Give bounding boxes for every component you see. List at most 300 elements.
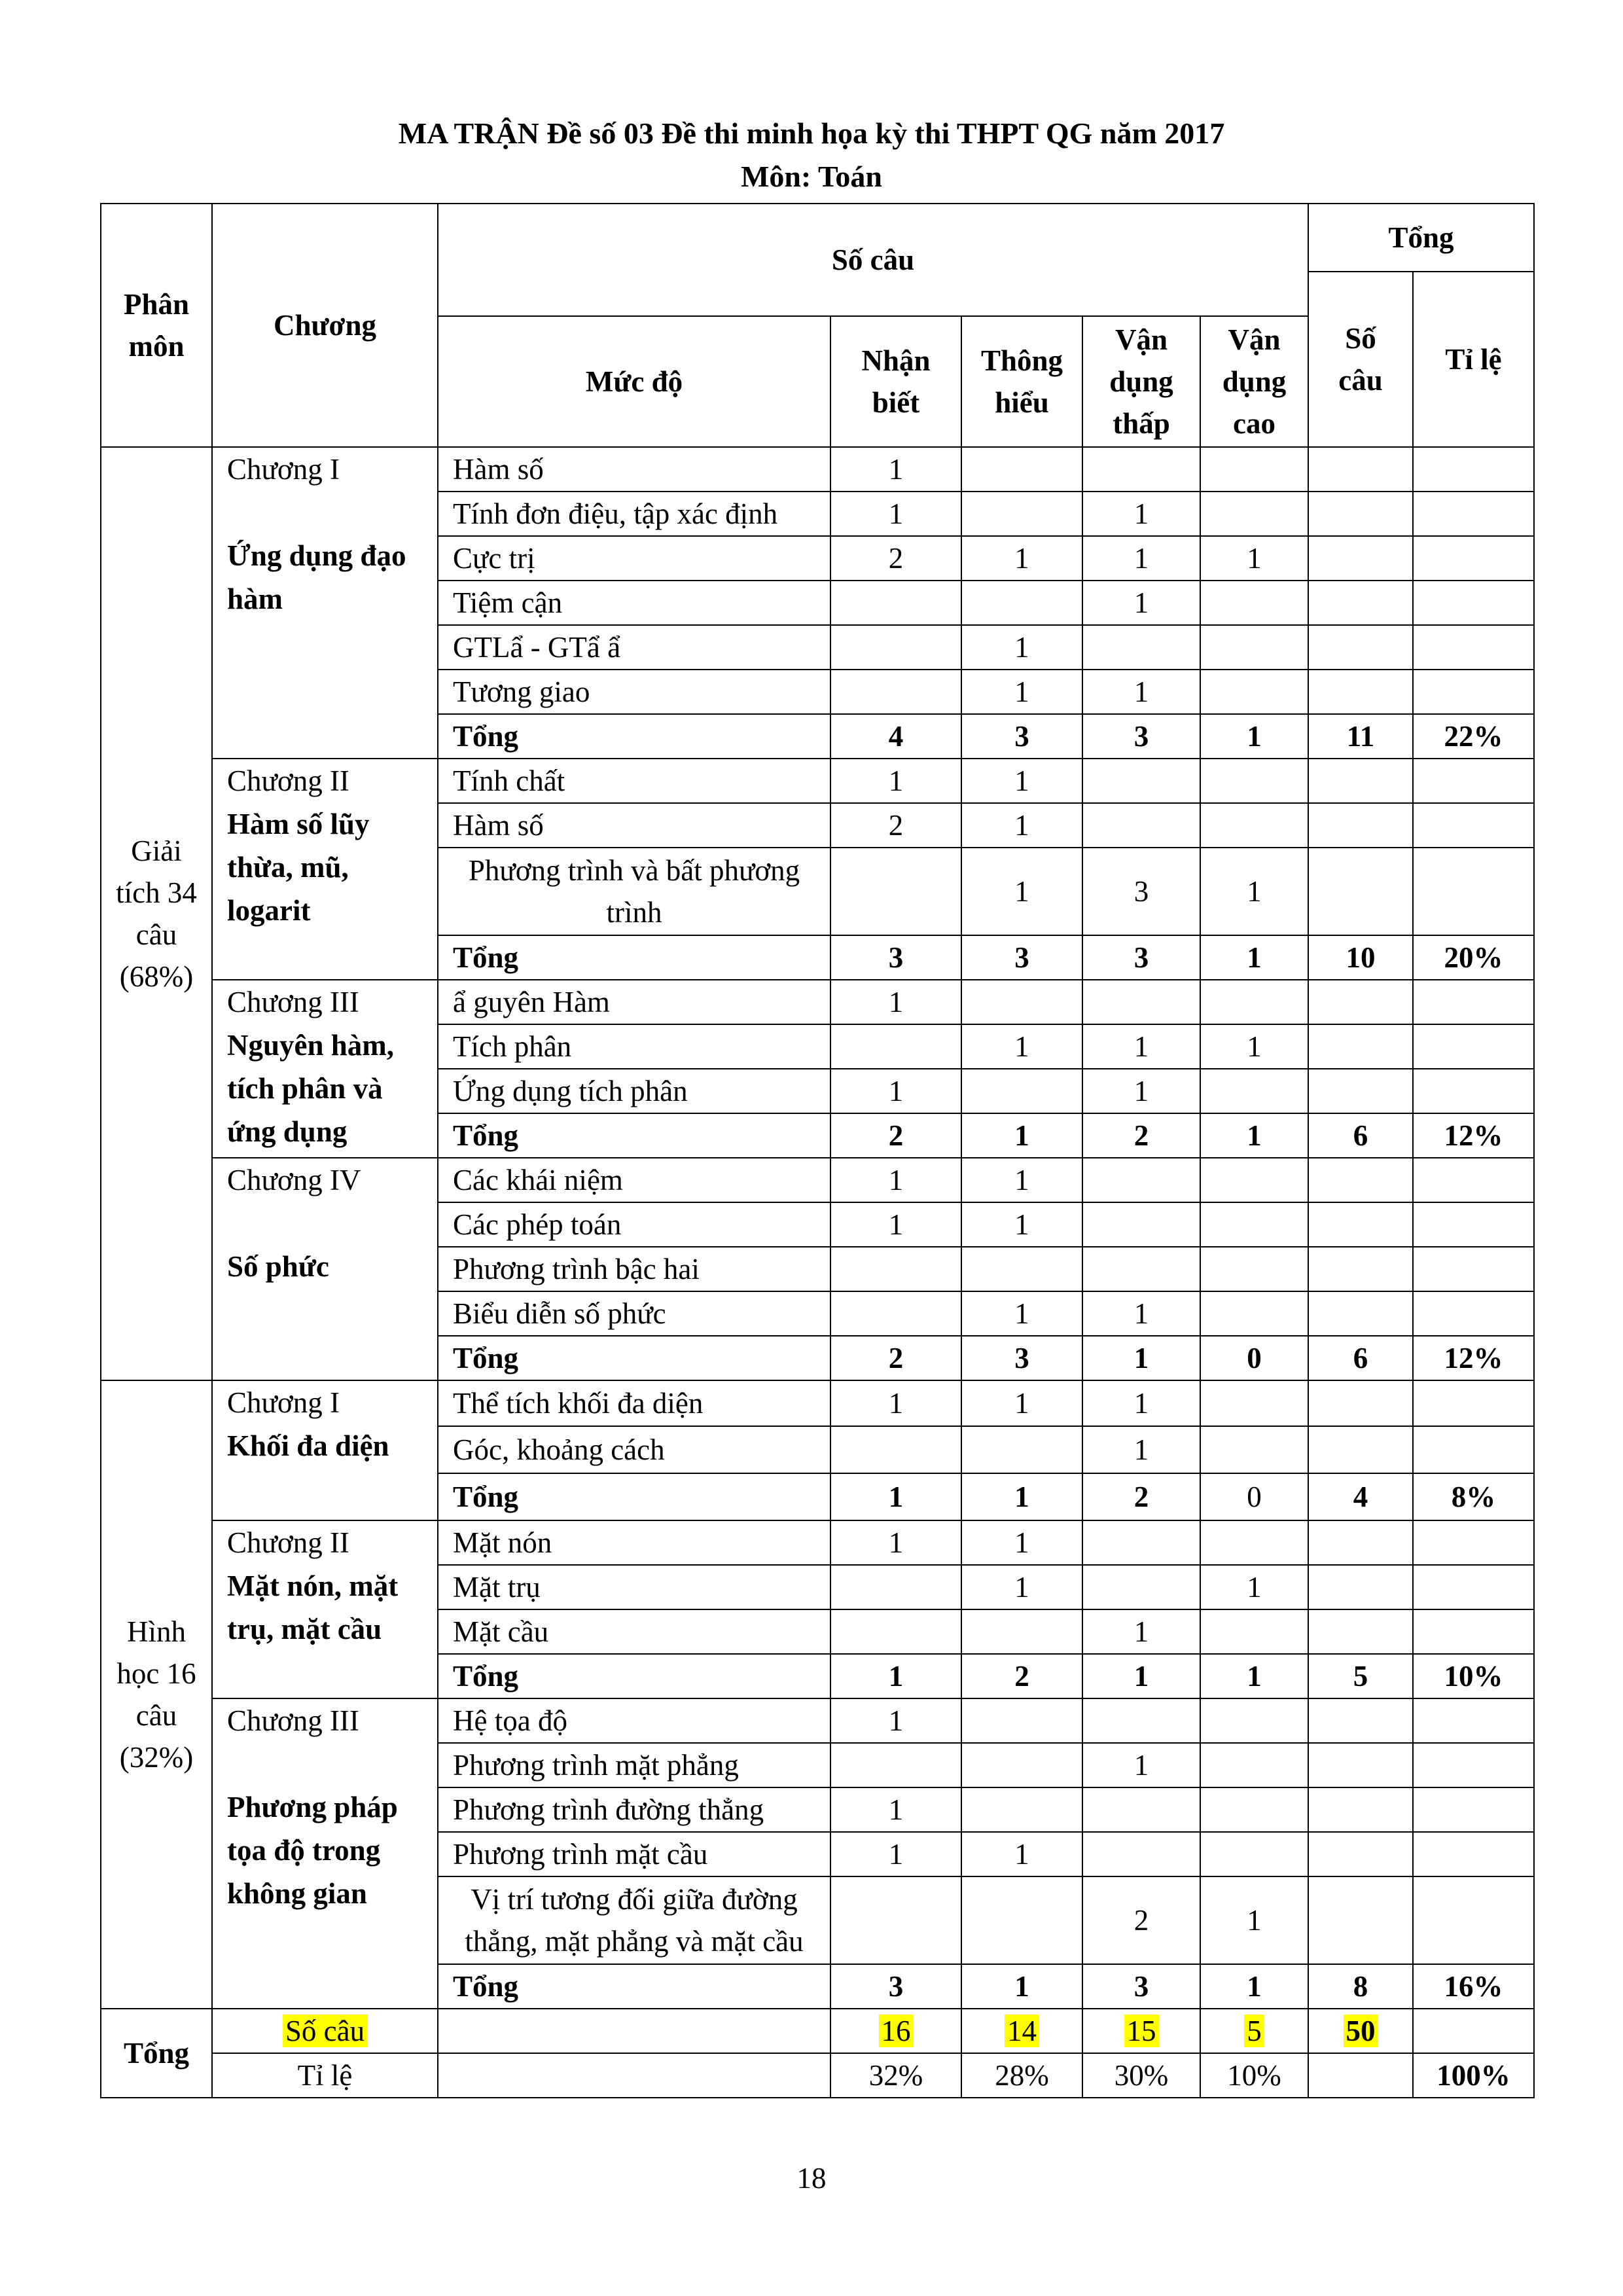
th-cell: 1 — [961, 759, 1082, 803]
chapter-number: Chương IV — [227, 1164, 361, 1196]
table-row — [101, 759, 1534, 803]
topic-cell: Phương trình bậc hai — [438, 1247, 830, 1291]
vdt-cell: 2 — [1082, 1876, 1200, 1964]
group-giai-tich: Giải tích 34 câu (68%) — [101, 447, 212, 1380]
chapter-name: Số phức — [227, 1250, 329, 1283]
nb-cell: 1 — [830, 1158, 961, 1202]
vdc-cell — [1200, 581, 1308, 625]
vdt-cell: 1 — [1082, 581, 1200, 625]
ratio-sc-empty — [1308, 2053, 1413, 2098]
th-cell — [961, 1069, 1082, 1113]
vdt-cell: 3 — [1082, 714, 1200, 759]
sc-cell — [1308, 670, 1413, 714]
tl-cell — [1413, 803, 1534, 848]
grand-total-row — [101, 2009, 1534, 2053]
vdt-cell — [1082, 980, 1200, 1024]
table-row — [101, 447, 1534, 492]
topic-cell: Tiệm cận — [438, 581, 830, 625]
th-cell: 1 — [961, 1024, 1082, 1069]
th-cell — [961, 1698, 1082, 1743]
th-cell: 1 — [961, 1113, 1082, 1158]
chapter-name: Mặt nón, mặt trụ, mặt cầu — [227, 1570, 399, 1645]
total-vdt-value: 15 — [1124, 2015, 1159, 2047]
chapter-name: Phương pháp tọa độ trong không gian — [227, 1791, 398, 1910]
topic-cell: ẩ guyên Hàm — [438, 980, 830, 1024]
vdt-cell: 1 — [1082, 536, 1200, 581]
page-title: MA TRẬN Đề số 03 Đề thi minh họa kỳ thi THPT QG năm 2017 — [398, 117, 1225, 150]
vdc-cell — [1200, 1832, 1308, 1876]
tl-cell — [1413, 980, 1534, 1024]
th-cell — [961, 1609, 1082, 1654]
vdt-cell — [1082, 1202, 1200, 1247]
topic-cell: Phương trình mặt phẳng — [438, 1743, 830, 1787]
vdc-cell — [1200, 1787, 1308, 1832]
th-cell — [961, 581, 1082, 625]
sc-cell — [1308, 1069, 1413, 1113]
nb-cell: 2 — [830, 1336, 961, 1380]
sc-cell — [1308, 492, 1413, 536]
topic-cell: Phương trình mặt cầu — [438, 1832, 830, 1876]
sc-cell — [1308, 1698, 1413, 1743]
nb-cell — [830, 1565, 961, 1609]
chapter-cell — [212, 1698, 438, 2009]
nb-cell: 1 — [830, 1069, 961, 1113]
ratio-th: 28% — [961, 2053, 1082, 2098]
nb-cell: 1 — [830, 1698, 961, 1743]
tl-cell — [1413, 536, 1534, 581]
topic-cell: Hàm số — [438, 803, 830, 848]
nb-cell — [830, 670, 961, 714]
vdc-cell: 1 — [1200, 1113, 1308, 1158]
page-subtitle: Môn: Toán — [740, 160, 883, 193]
tl-cell — [1413, 1832, 1534, 1876]
nb-cell — [830, 1743, 961, 1787]
topic-cell: Hàm số — [438, 447, 830, 492]
page-number: 18 — [796, 2162, 827, 2195]
header-thong-hieu: Thông hiểu — [961, 316, 1082, 447]
vdc-cell — [1200, 670, 1308, 714]
vdc-cell: 0 — [1200, 1336, 1308, 1380]
group-hinh-hoc: Hình học 16 câu (32%) — [101, 1380, 212, 2009]
topic-cell: Tổng — [438, 1654, 830, 1698]
header-so-cau: Số câu — [438, 204, 1308, 316]
topic-cell: Góc, khoảng cách — [438, 1426, 830, 1473]
th-cell — [961, 1743, 1082, 1787]
chapter-name: Hàm số lũy thừa, mũ, logarit — [227, 808, 370, 927]
nb-cell — [830, 1876, 961, 1964]
total-sc-value: 50 — [1344, 2015, 1378, 2047]
table-row — [101, 1520, 1534, 1565]
vdt-cell: 3 — [1082, 1964, 1200, 2009]
vdt-cell — [1082, 1565, 1200, 1609]
vdc-cell: 1 — [1200, 1024, 1308, 1069]
th-cell: 1 — [961, 536, 1082, 581]
nb-cell: 3 — [830, 1964, 961, 2009]
chapter-name: Khối đa diện — [227, 1429, 389, 1462]
header-vd-thap: Vận dụng thấp — [1082, 316, 1200, 447]
vdc-cell: 1 — [1200, 714, 1308, 759]
sc-cell: 11 — [1308, 714, 1413, 759]
vdc-cell — [1200, 1158, 1308, 1202]
chapter-number: Chương II — [227, 764, 349, 797]
vdc-cell: 1 — [1200, 1654, 1308, 1698]
topic-cell: Ứng dụng tích phân — [438, 1069, 830, 1113]
vdt-cell: 1 — [1082, 1069, 1200, 1113]
vdt-cell — [1082, 759, 1200, 803]
topic-cell: Tổng — [438, 1113, 830, 1158]
sc-cell — [1308, 1743, 1413, 1787]
sc-cell — [1308, 1291, 1413, 1336]
tl-cell — [1413, 1380, 1534, 1426]
th-cell: 1 — [961, 1202, 1082, 1247]
vdc-cell: 1 — [1200, 1964, 1308, 2009]
tl-cell — [1413, 581, 1534, 625]
vdt-cell — [1082, 1247, 1200, 1291]
nb-cell: 1 — [830, 1520, 961, 1565]
topic-cell: Mặt trụ — [438, 1565, 830, 1609]
total-so-cau-label-text: Số câu — [283, 2015, 367, 2047]
th-cell: 1 — [961, 670, 1082, 714]
topic-cell: Tổng — [438, 714, 830, 759]
sc-cell — [1308, 759, 1413, 803]
ratio-nb: 32% — [830, 2053, 961, 2098]
vdt-cell — [1082, 625, 1200, 670]
th-cell — [961, 1247, 1082, 1291]
topic-cell: GTLẩ - GTẩ ẩ — [438, 625, 830, 670]
vdt-cell: 1 — [1082, 1336, 1200, 1380]
th-cell: 3 — [961, 935, 1082, 980]
total-so-cau-label — [212, 2009, 438, 2053]
topic-cell: Tính chất — [438, 759, 830, 803]
vdc-cell — [1200, 980, 1308, 1024]
vdc-cell — [1200, 1247, 1308, 1291]
total-empty — [438, 2009, 830, 2053]
vdt-cell: 3 — [1082, 848, 1200, 935]
vdt-cell: 3 — [1082, 935, 1200, 980]
tl-cell — [1413, 1698, 1534, 1743]
nb-cell: 1 — [830, 492, 961, 536]
chapter-number: Chương III — [227, 1704, 359, 1737]
tl-cell — [1413, 1247, 1534, 1291]
sc-cell: 10 — [1308, 935, 1413, 980]
th-cell: 3 — [961, 714, 1082, 759]
sc-cell: 6 — [1308, 1336, 1413, 1380]
vdt-cell — [1082, 447, 1200, 492]
nb-cell: 2 — [830, 1113, 961, 1158]
sc-cell — [1308, 1787, 1413, 1832]
table-row — [101, 980, 1534, 1024]
sc-cell: 5 — [1308, 1654, 1413, 1698]
th-cell: 1 — [961, 848, 1082, 935]
th-cell — [961, 447, 1082, 492]
vdc-cell: 1 — [1200, 1565, 1308, 1609]
grand-total-label: Tổng — [101, 2009, 212, 2098]
ratio-total: 100% — [1413, 2053, 1534, 2098]
vdt-cell — [1082, 1158, 1200, 1202]
sc-cell — [1308, 1876, 1413, 1964]
nb-cell: 1 — [830, 447, 961, 492]
tl-cell — [1413, 848, 1534, 935]
total-nb-value: 16 — [879, 2015, 914, 2047]
vdc-cell: 0 — [1200, 1473, 1308, 1520]
th-cell: 1 — [961, 1473, 1082, 1520]
header-tong-so-cau: Số câu — [1308, 272, 1413, 447]
topic-cell: Các khái niệm — [438, 1158, 830, 1202]
vdt-cell: 1 — [1082, 1024, 1200, 1069]
tl-cell: 10% — [1413, 1654, 1534, 1698]
sc-cell — [1308, 447, 1413, 492]
nb-cell: 1 — [830, 980, 961, 1024]
header-phan-mon: Phân môn — [101, 204, 212, 447]
topic-cell: Mặt cầu — [438, 1609, 830, 1654]
tl-cell: 8% — [1413, 1473, 1534, 1520]
nb-cell — [830, 1247, 961, 1291]
ratio-vdc: 10% — [1200, 2053, 1308, 2098]
tl-cell: 12% — [1413, 1113, 1534, 1158]
total-nb — [830, 2009, 961, 2053]
header-row — [101, 204, 1534, 272]
topic-cell: Tương giao — [438, 670, 830, 714]
chapter-cell — [212, 759, 438, 980]
topic-cell: Tổng — [438, 1473, 830, 1520]
th-cell: 1 — [961, 1291, 1082, 1336]
topic-cell: Các phép toán — [438, 1202, 830, 1247]
grand-ratio-row — [101, 2053, 1534, 2098]
sc-cell — [1308, 536, 1413, 581]
topic-cell: Cực trị — [438, 536, 830, 581]
vdc-cell: 1 — [1200, 1876, 1308, 1964]
sc-cell — [1308, 803, 1413, 848]
tl-cell: 16% — [1413, 1964, 1534, 2009]
total-th — [961, 2009, 1082, 2053]
vdc-cell — [1200, 447, 1308, 492]
chapter-name: Nguyên hàm, tích phân và ứng dụng — [227, 1029, 395, 1148]
th-cell: 1 — [961, 1964, 1082, 2009]
chapter-cell — [212, 1380, 438, 1520]
header-chuong: Chương — [212, 204, 438, 447]
vdc-cell — [1200, 1520, 1308, 1565]
vdt-cell — [1082, 803, 1200, 848]
th-cell: 2 — [961, 1654, 1082, 1698]
sc-cell — [1308, 980, 1413, 1024]
tl-cell — [1413, 1291, 1534, 1336]
tl-cell: 12% — [1413, 1336, 1534, 1380]
topic-cell: Phương trình đường thẳng — [438, 1787, 830, 1832]
vdc-cell: 1 — [1200, 536, 1308, 581]
vdt-cell: 1 — [1082, 670, 1200, 714]
th-cell: 1 — [961, 625, 1082, 670]
matrix-table — [100, 203, 1535, 2098]
vdc-cell — [1200, 1291, 1308, 1336]
vdc-cell — [1200, 1069, 1308, 1113]
nb-cell: 1 — [830, 759, 961, 803]
vdt-cell — [1082, 1787, 1200, 1832]
total-vdc-value: 5 — [1244, 2015, 1264, 2047]
total-ti-le-label: Tỉ lệ — [212, 2053, 438, 2098]
sc-cell — [1308, 848, 1413, 935]
vdc-cell — [1200, 492, 1308, 536]
topic-cell: Tổng — [438, 935, 830, 980]
tl-cell — [1413, 1426, 1534, 1473]
chapter-cell — [212, 1520, 438, 1698]
tl-cell — [1413, 1069, 1534, 1113]
th-cell: 1 — [961, 1380, 1082, 1426]
table-row — [101, 1698, 1534, 1743]
header-nhan-biet: Nhận biết — [830, 316, 961, 447]
topic-cell: Tổng — [438, 1964, 830, 2009]
total-vdt — [1082, 2009, 1200, 2053]
sc-cell — [1308, 1565, 1413, 1609]
tl-cell — [1413, 1787, 1534, 1832]
tl-cell — [1413, 759, 1534, 803]
tl-cell — [1413, 492, 1534, 536]
tl-cell — [1413, 1158, 1534, 1202]
chapter-cell — [212, 1158, 438, 1380]
chapter-number: Chương I — [227, 453, 340, 486]
sc-cell — [1308, 1380, 1413, 1426]
vdc-cell — [1200, 1609, 1308, 1654]
th-cell: 1 — [961, 1832, 1082, 1876]
chapter-cell — [212, 980, 438, 1158]
ratio-vdt: 30% — [1082, 2053, 1200, 2098]
header-tong: Tổng — [1308, 204, 1534, 272]
vdc-cell — [1200, 1743, 1308, 1787]
th-cell — [961, 1876, 1082, 1964]
sc-cell — [1308, 1832, 1413, 1876]
vdc-cell — [1200, 803, 1308, 848]
tl-cell — [1413, 1520, 1534, 1565]
sc-cell — [1308, 1202, 1413, 1247]
chapter-number: Chương II — [227, 1526, 349, 1559]
sc-cell — [1308, 1024, 1413, 1069]
chapter-name: Ứng dụng đạo hàm — [227, 539, 406, 615]
tl-cell — [1413, 447, 1534, 492]
topic-cell: Biểu diễn số phức — [438, 1291, 830, 1336]
nb-cell: 1 — [830, 1380, 961, 1426]
nb-cell: 1 — [830, 1202, 961, 1247]
tl-cell — [1413, 1876, 1534, 1964]
vdt-cell: 1 — [1082, 1291, 1200, 1336]
vdt-cell: 1 — [1082, 1380, 1200, 1426]
total-th-value: 14 — [1005, 2015, 1039, 2047]
vdc-cell — [1200, 625, 1308, 670]
sc-cell — [1308, 1247, 1413, 1291]
nb-cell — [830, 581, 961, 625]
sc-cell — [1308, 625, 1413, 670]
sc-cell: 4 — [1308, 1473, 1413, 1520]
th-cell: 1 — [961, 803, 1082, 848]
nb-cell: 2 — [830, 536, 961, 581]
th-cell — [961, 980, 1082, 1024]
ratio-empty — [438, 2053, 830, 2098]
topic-cell: Tích phân — [438, 1024, 830, 1069]
vdt-cell: 1 — [1082, 1654, 1200, 1698]
tl-cell — [1413, 670, 1534, 714]
vdt-cell — [1082, 1832, 1200, 1876]
header-vd-cao: Vận dụng cao — [1200, 316, 1308, 447]
vdt-cell — [1082, 1698, 1200, 1743]
vdt-cell: 1 — [1082, 492, 1200, 536]
nb-cell — [830, 1024, 961, 1069]
topic-cell: Mặt nón — [438, 1520, 830, 1565]
sc-cell — [1308, 1158, 1413, 1202]
sc-cell — [1308, 1609, 1413, 1654]
sc-cell: 8 — [1308, 1964, 1413, 2009]
th-cell — [961, 492, 1082, 536]
header-ti-le: Tỉ lệ — [1413, 272, 1534, 447]
vdt-cell: 1 — [1082, 1609, 1200, 1654]
tl-cell — [1413, 1202, 1534, 1247]
chapter-cell — [212, 447, 438, 759]
vdc-cell — [1200, 1698, 1308, 1743]
tl-cell — [1413, 1565, 1534, 1609]
topic-cell: Phương trình và bất phương trình — [438, 848, 830, 935]
chapter-number: Chương I — [227, 1386, 340, 1419]
topic-cell: Vị trí tương đối giữa đường thẳng, mặt phẳng và mặt cầu — [438, 1876, 830, 1964]
topic-cell: Tính đơn điệu, tập xác định — [438, 492, 830, 536]
total-sc — [1308, 2009, 1413, 2053]
header-muc-do: Mức độ — [438, 316, 830, 447]
vdc-cell — [1200, 1202, 1308, 1247]
tl-cell: 20% — [1413, 935, 1534, 980]
nb-cell — [830, 625, 961, 670]
nb-cell: 2 — [830, 803, 961, 848]
total-tl-empty — [1413, 2009, 1534, 2053]
vdt-cell: 2 — [1082, 1113, 1200, 1158]
nb-cell: 1 — [830, 1473, 961, 1520]
th-cell: 1 — [961, 1565, 1082, 1609]
total-vdc — [1200, 2009, 1308, 2053]
tl-cell — [1413, 625, 1534, 670]
vdc-cell — [1200, 1380, 1308, 1426]
table-row — [101, 1158, 1534, 1202]
th-cell — [961, 1426, 1082, 1473]
nb-cell: 3 — [830, 935, 961, 980]
th-cell: 1 — [961, 1158, 1082, 1202]
nb-cell: 1 — [830, 1832, 961, 1876]
sc-cell — [1308, 581, 1413, 625]
vdc-cell — [1200, 1426, 1308, 1473]
th-cell: 1 — [961, 1520, 1082, 1565]
nb-cell: 4 — [830, 714, 961, 759]
tl-cell — [1413, 1743, 1534, 1787]
topic-cell: Thể tích khối đa diện — [438, 1380, 830, 1426]
nb-cell — [830, 848, 961, 935]
sc-cell — [1308, 1520, 1413, 1565]
vdc-cell — [1200, 759, 1308, 803]
nb-cell: 1 — [830, 1654, 961, 1698]
nb-cell: 1 — [830, 1787, 961, 1832]
vdt-cell: 2 — [1082, 1473, 1200, 1520]
topic-cell: Hệ tọa độ — [438, 1698, 830, 1743]
vdt-cell: 1 — [1082, 1743, 1200, 1787]
vdc-cell: 1 — [1200, 848, 1308, 935]
nb-cell — [830, 1291, 961, 1336]
nb-cell — [830, 1426, 961, 1473]
th-cell — [961, 1787, 1082, 1832]
vdt-cell: 1 — [1082, 1426, 1200, 1473]
topic-cell: Tổng — [438, 1336, 830, 1380]
tl-cell: 22% — [1413, 714, 1534, 759]
tl-cell — [1413, 1024, 1534, 1069]
table-row — [101, 1380, 1534, 1426]
tl-cell — [1413, 1609, 1534, 1654]
sc-cell — [1308, 1426, 1413, 1473]
nb-cell — [830, 1609, 961, 1654]
vdt-cell — [1082, 1520, 1200, 1565]
sc-cell: 6 — [1308, 1113, 1413, 1158]
vdc-cell: 1 — [1200, 935, 1308, 980]
